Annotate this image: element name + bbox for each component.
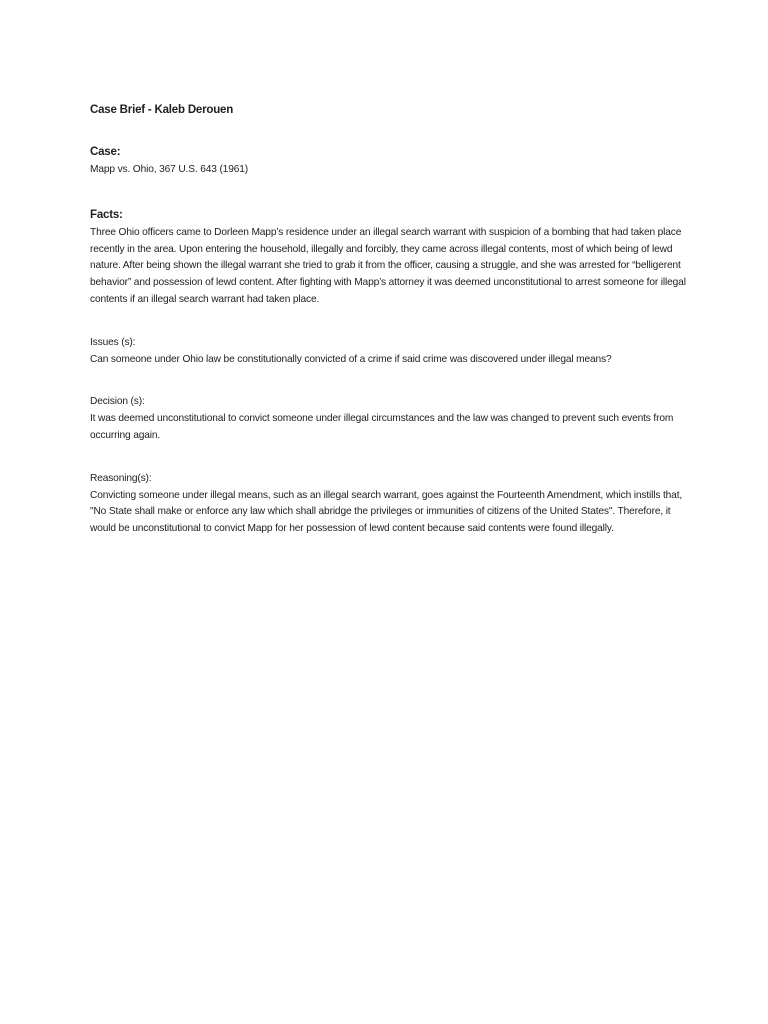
- document-content: [90, 104, 690, 538]
- decision-heading: Decision (s):: [90, 396, 145, 408]
- reasoning-heading: Reasoning(s):: [90, 472, 152, 484]
- section-issues: [90, 335, 690, 369]
- issues-heading: Issues (s):: [90, 336, 136, 348]
- section-facts: [90, 208, 690, 309]
- section-decision: [90, 394, 690, 444]
- issues-text: Can someone under Ohio law be constitutionally convicted of a crime if said crime was discovered under illegal means?: [90, 353, 612, 365]
- section-case: [90, 145, 690, 179]
- facts-heading: Facts:: [90, 208, 123, 221]
- reasoning-text: Convicting someone under illegal means, such as an illegal search warrant, goes against the Fourteenth Amendment, which instills that, "No State shall make or enforce any law which shall abridge the privileges or immunities of citizens of the United States". Therefore, it would be unconstitutional to convict Mapp for her possession of lewd content because said contents were found illegally.: [90, 489, 683, 535]
- section-reasoning: [90, 471, 690, 538]
- case-text: Mapp vs. Ohio, 367 U.S. 643 (1961): [90, 164, 248, 175]
- facts-text: Three Ohio officers came to Dorleen Mapp’s residence under an illegal search warrant with suspicion of a bombing that had taken place recently in the area. Upon entering the household, illegally and forcibly, they came across illegal contents, most of which being of lewd nature. After being shown the illegal warrant she tried to grab it from the officer, causing a struggle, and she was arrested for “belligerent behavior” and possession of lewd content. After fighting with Mapp’s attorney it was deemed unconstitutional to arrest someone for illegal contents if an illegal search warrant had taken place.: [90, 226, 686, 305]
- case-heading: Case:: [90, 146, 121, 158]
- decision-text: It was deemed unconstitutional to convict someone under illegal circumstances and the law was changed to prevent such events from occurring again.: [90, 413, 674, 441]
- document-title: Case Brief - Kaleb Derouen: [90, 104, 234, 116]
